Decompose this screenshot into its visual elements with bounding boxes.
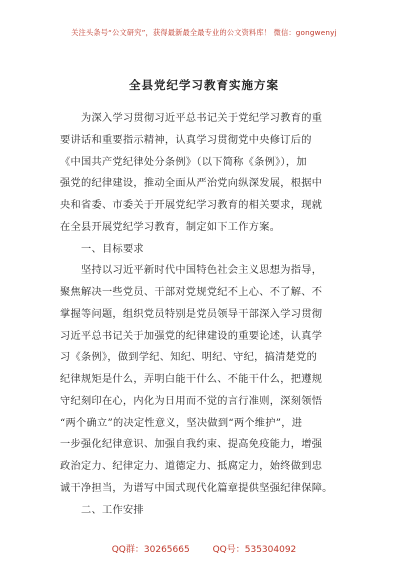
text-line: 在全县开展党纪学习教育，制定如下工作方案。 [60, 221, 281, 233]
text-line: 习《条例》，做到学纪、知纪、明纪、守纪，搞清楚党的 [60, 352, 318, 364]
text-line: 聚焦解决一些党员、干部对党规党纪不上心、不了解、不 [60, 287, 323, 298]
header-note: 关注头条号“公文研究”，获得最新最全最专业的公文资料库！ 微信：gongwenyj [71, 28, 337, 37]
text-line: 坚持以习近平新时代中国特色社会主义思想为指导， [81, 265, 323, 277]
text-line: 掌握等问题，组织党员特别是党员领导干部深入学习贯彻 [60, 308, 323, 320]
text-line: 习近平总书记关于加强党的纪律建设的重要论述，认真学 [60, 330, 323, 342]
text-line: 一、目标要求 [81, 243, 144, 255]
footer-qq-number: QQ号：535304092 [212, 545, 297, 555]
footer-qq-group: QQ群：30265665 [111, 545, 190, 555]
text-line: 守纪刻印在心，内化为日用而不觉的言行准则，深刻领悟 [60, 395, 323, 407]
text-line: 一步强化纪律意识、加强自我约束、提高免疫能力，增强 [60, 439, 323, 451]
text-line: 诚干净担当，为谱写中国式现代化篇章提供坚强纪律保障。 [60, 482, 333, 494]
text-line: 《中国共产党纪律处分条例》（以下简称《条例》），加 [60, 156, 307, 168]
text-line: 强党的纪律建设，推动全面从严治党向纵深发展，根据中 [60, 178, 323, 190]
text-line: 央和省委、市委关于开展党纪学习教育的相关要求，现就 [60, 200, 323, 211]
text-line: 政治定力、纪律定力、道德定力、抵腐定力，始终做到忠 [60, 461, 323, 472]
document-body [60, 108, 352, 521]
footer [0, 542, 408, 555]
text-line: 为深入学习贯彻习近平总书记关于党纪学习教育的重 [81, 113, 323, 124]
text-line: 二、工作安排 [81, 504, 144, 516]
text-line: “两个确立”的决定性意义，坚决做到“两个维护”，进 [60, 417, 303, 429]
text-line: 要讲话和重要指示精神，认真学习贯彻党中央修订后的 [60, 134, 312, 146]
page-title: 全县党纪学习教育实施方案 [129, 78, 279, 92]
text-line: 纪律规矩是什么，弄明白能干什么、不能干什么，把遵规 [60, 374, 323, 385]
